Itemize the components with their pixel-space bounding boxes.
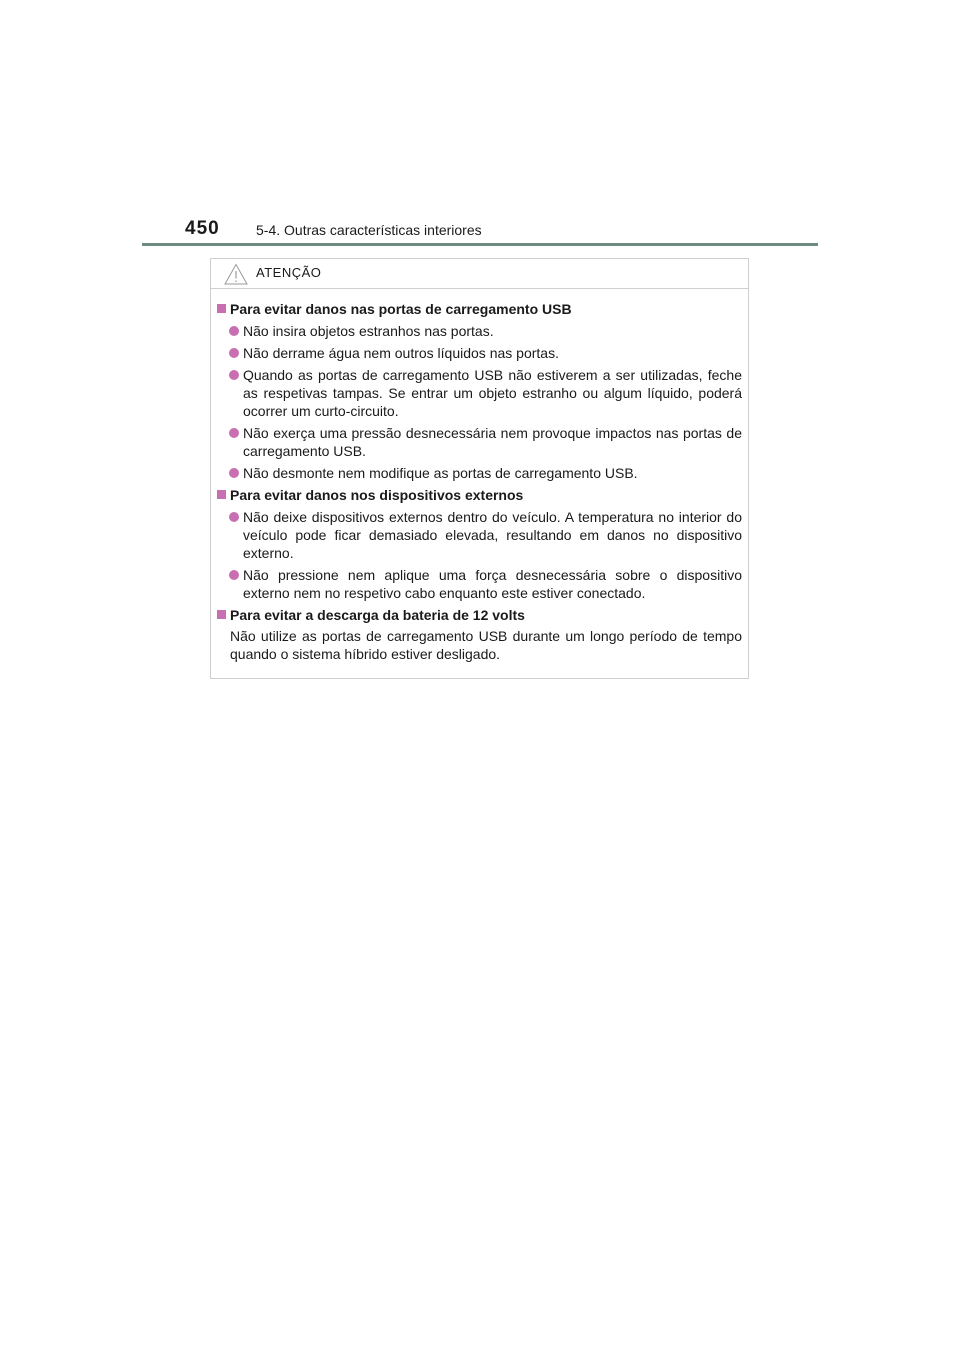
warning-triangle-icon [224, 263, 248, 285]
bullet-dot-icon [229, 428, 239, 438]
section-heading-text: Para evitar a descarga da bateria de 12 volts [230, 607, 525, 623]
bullet-item [217, 424, 742, 460]
bullet-dot-icon [229, 348, 239, 358]
square-marker-icon [217, 490, 226, 499]
section-heading-text: Para evitar danos nas portas de carregamento USB [230, 301, 572, 317]
bullet-text: Quando as portas de carregamento USB não estiverem a ser utilizadas, feche as respetivas tampas. Se entrar um objeto estranho ou algum líquido, poderá ocorrer um curto-circuito. [243, 367, 742, 419]
bullet-text: Não exerça uma pressão desnecessária nem provoque impactos nas portas de carregamento USB. [243, 425, 742, 459]
section-heading [217, 486, 742, 504]
bullet-dot-icon [229, 326, 239, 336]
square-marker-icon [217, 610, 226, 619]
section-title: 5-4. Outras características interiores [256, 222, 482, 238]
section-heading-text: Para evitar danos nos dispositivos externos [230, 487, 524, 503]
bullet-item [217, 566, 742, 602]
bullet-item [217, 508, 742, 562]
bullet-text: Não deixe dispositivos externos dentro do veículo. A temperatura no interior do veículo pode ficar demasiado elevada, resultando em danos no dispositivo externo. [243, 509, 742, 561]
bullet-dot-icon [229, 370, 239, 380]
bullet-text: Não desmonte nem modifique as portas de carregamento USB. [243, 465, 638, 481]
page-number: 450 [185, 218, 220, 239]
bullet-dot-icon [229, 468, 239, 478]
section-paragraph: Não utilize as portas de carregamento USB durante um longo período de tempo quando o sistema híbrido estiver desligado. [230, 628, 742, 662]
section-heading [217, 606, 742, 624]
warning-box [210, 258, 749, 679]
warning-title: ATENÇÃO [256, 265, 322, 280]
header-rule [142, 243, 818, 246]
bullet-item [217, 366, 742, 420]
bullet-dot-icon [229, 512, 239, 522]
bullet-text: Não derrame água nem outros líquidos nas portas. [243, 345, 559, 361]
bullet-item [217, 322, 742, 340]
bullet-text: Não pressione nem aplique uma força desnecessária sobre o dispositivo externo nem no respetivo cabo enquanto este estiver conectado. [243, 567, 742, 601]
bullet-item [217, 344, 742, 362]
bullet-item [217, 464, 742, 482]
section-heading [217, 300, 742, 318]
bullet-text: Não insira objetos estranhos nas portas. [243, 323, 494, 339]
warning-header [211, 259, 748, 289]
warning-body [211, 289, 748, 663]
bullet-dot-icon [229, 570, 239, 580]
square-marker-icon [217, 304, 226, 313]
